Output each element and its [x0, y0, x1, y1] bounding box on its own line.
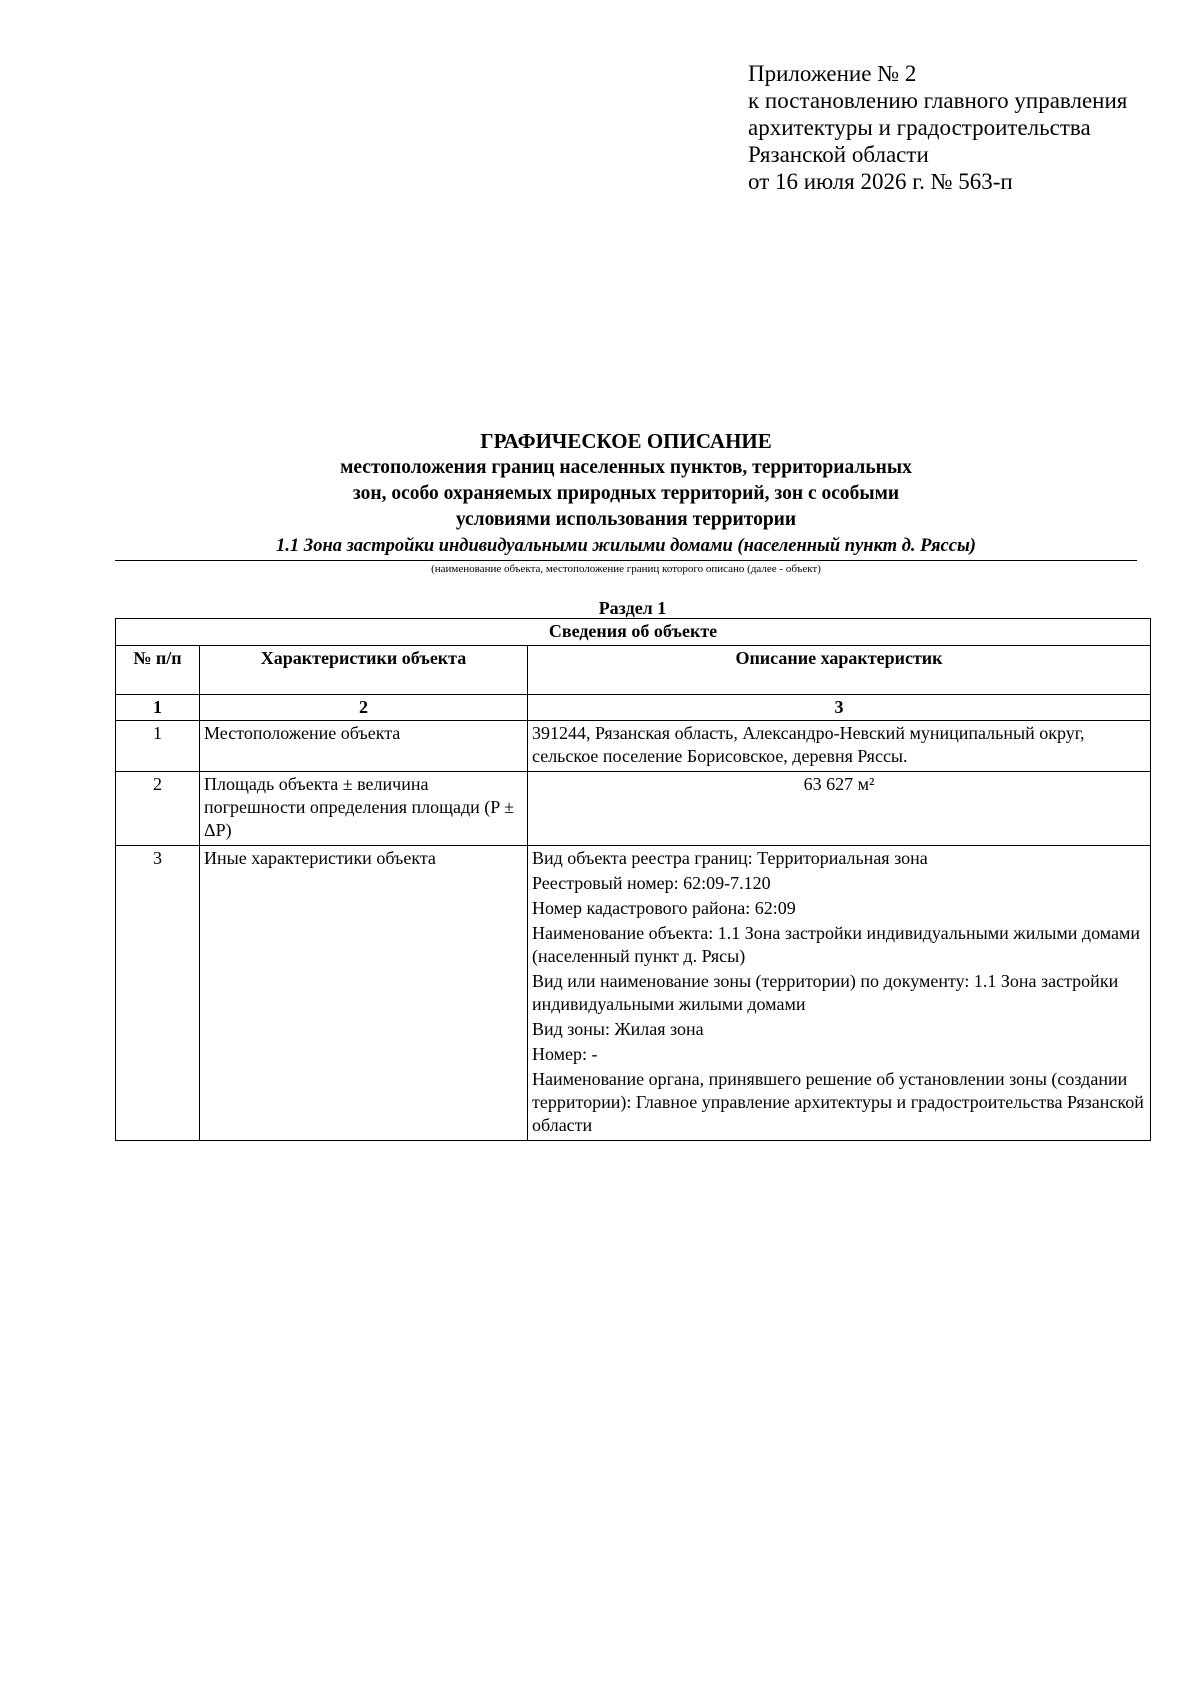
row-characteristic: Иные характеристики объекта	[200, 846, 528, 1141]
description-line: 391244, Рязанская область, Александро-Невский муниципальный округ, сельское поселение Борисовское, деревня Ряссы.	[532, 723, 1085, 766]
row-description	[528, 721, 1151, 772]
description-line: Реестровый номер: 62:09-7.120	[532, 873, 771, 893]
table-row	[116, 772, 1151, 846]
annex-line: к постановлению главного управления	[748, 88, 1128, 113]
row-characteristic: Местоположение объекта	[200, 721, 528, 772]
row-characteristic: Площадь объекта ± величина погрешности определения площади (P ± ΔP)	[200, 772, 528, 846]
title-block	[115, 428, 1137, 577]
description-line: Номер кадастрового района: 62:09	[532, 898, 796, 918]
document-subtitle-line: местоположения границ населенных пунктов, территориальных	[340, 457, 912, 478]
object-name: 1.1 Зона застройки индивидуальными жилыми домами (населенный пункт д. Ряссы)	[115, 534, 1137, 561]
document-subtitle-line: условиями использования территории	[455, 509, 797, 530]
object-name-caption: (наименование объекта, местоположение границ которого описано (далее - объект)	[431, 563, 821, 575]
column-number: 2	[200, 695, 528, 721]
table-caption: Сведения об объекте	[116, 619, 1151, 646]
header-characteristic: Характеристики объекта	[200, 646, 528, 695]
annex-line: Приложение № 2	[748, 61, 917, 86]
annex-block	[748, 60, 1127, 195]
annex-line: Рязанской области	[748, 142, 929, 167]
header-description: Описание характеристик	[528, 646, 1151, 695]
column-number: 3	[528, 695, 1151, 721]
description-line: 63 627 м²	[803, 774, 875, 794]
annex-line: от 16 июля 2026 г. № 563-п	[748, 169, 1013, 194]
table-row	[116, 721, 1151, 772]
column-number: 1	[116, 695, 200, 721]
object-info-table	[115, 618, 1151, 1141]
column-number-row	[116, 695, 1151, 721]
document-subtitle-line: зон, особо охраняемых природных территорий, зон с особыми	[352, 483, 900, 504]
description-line: Вид объекта реестра границ: Территориальная зона	[532, 848, 928, 868]
description-line: Наименование объекта: 1.1 Зона застройки индивидуальными жилыми домами (населенный пункт д. Рясы)	[532, 923, 1141, 966]
table-row	[116, 846, 1151, 1141]
row-number: 1	[116, 721, 200, 772]
row-number: 2	[116, 772, 200, 846]
header-number: № п/п	[116, 646, 200, 695]
description-line: Наименование органа, принявшего решение об установлении зоны (создании территории): Главное управление архитектуры и градостроительства Рязанской области	[532, 1069, 1144, 1135]
section-title: Раздел 1	[598, 598, 667, 618]
row-description	[528, 772, 1151, 846]
annex-line: архитектуры и градостроительства	[748, 115, 1091, 140]
description-line: Номер: -	[532, 1044, 598, 1064]
document-title: ГРАФИЧЕСКОЕ ОПИСАНИЕ	[480, 429, 772, 453]
table-header-row	[116, 646, 1151, 695]
description-line: Вид зоны: Жилая зона	[532, 1019, 704, 1039]
table-caption-row	[116, 619, 1151, 646]
row-description	[528, 846, 1151, 1141]
row-number: 3	[116, 846, 200, 1141]
description-line: Вид или наименование зоны (территории) по документу: 1.1 Зона застройки индивидуальными жилыми домами	[532, 971, 1119, 1014]
